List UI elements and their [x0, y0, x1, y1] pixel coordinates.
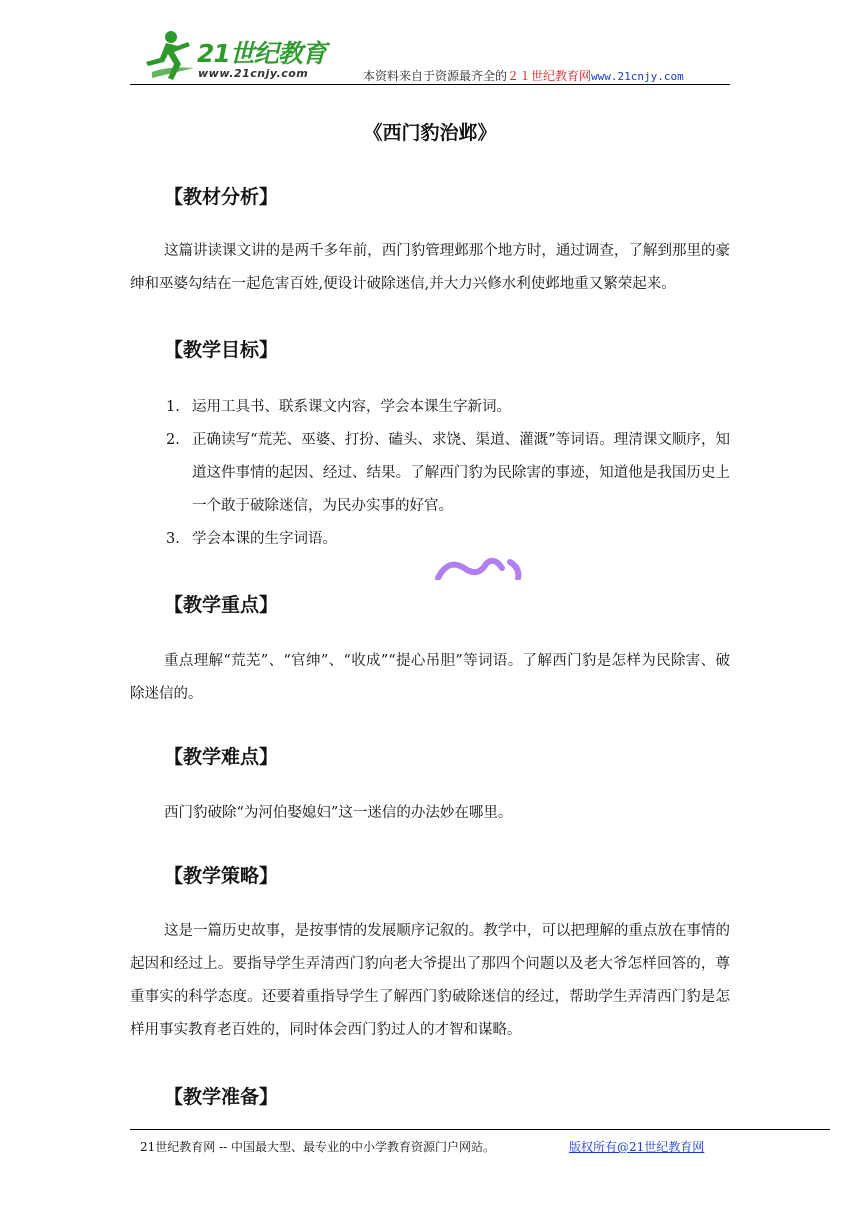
tagline-url-link[interactable]: www.21cnjy.com: [591, 70, 684, 83]
header-divider: [130, 84, 730, 85]
section-paragraph-key-points: 重点理解“荒芜”、“官绅”、“收成”“提心吊胆”等词语。了解西门豹是怎样为民除害、破除迷信的。: [130, 653, 730, 702]
list-text: 正确读写“荒芜、巫婆、打扮、磕头、求饶、渠道、灌溉”等词语。理清课文顺序，知道这件事情的起因、经过、结果。了解西门豹为民除害的事迹，知道他是我国历史上一个敢于破除迷信，为民办实事的好官。: [192, 432, 730, 514]
list-number: 3.: [166, 531, 180, 547]
section-heading-difficulties: 【教学难点】: [164, 746, 279, 768]
footer-divider: [130, 1129, 830, 1130]
running-figure-icon: [138, 28, 198, 84]
tagline-brand-link[interactable]: ２１世纪教育网: [507, 69, 592, 83]
list-number: 2.: [166, 432, 180, 448]
section-heading-strategy: 【教学策略】: [164, 865, 279, 887]
section-heading-analysis: 【教材分析】: [164, 186, 279, 208]
list-text: 学会本课的生字词语。: [192, 531, 337, 547]
page-title: 《西门豹治邺》: [363, 122, 497, 144]
list-item: [130, 391, 730, 424]
header-tagline: [363, 67, 684, 84]
section-paragraph-strategy: 这是一篇历史故事，是按事情的发展顺序记叙的。教学中，可以把理解的重点放在事情的起因和经过上。要指导学生弄清西门豹向老大爷提出了那四个问题以及老大爷怎样回答的，尊重事实的科学态度。还要着重指导学生了解西门豹破除迷信的经过，帮助学生弄清西门豹是怎样用事实教育老百姓的，同时体会西门豹过人的才智和谋略。: [130, 923, 730, 1038]
section-heading-preparation: 【教学准备】: [164, 1086, 279, 1108]
footer-copyright-link[interactable]: 版权所有@21世纪教育网: [569, 1140, 705, 1154]
list-number: 1.: [166, 399, 180, 415]
section-heading-key-points: 【教学重点】: [164, 594, 279, 616]
objectives-list: [130, 391, 730, 556]
section-paragraph-difficulties: 西门豹破除“为河伯娶媳妇”这一迷信的办法妙在哪里。: [164, 805, 513, 821]
list-item: [130, 424, 730, 523]
logo-url: www.21cnjy.com: [198, 67, 309, 80]
list-text: 运用工具书、联系课文内容，学会本课生字新词。: [192, 399, 511, 415]
tagline-prefix: 本资料来自于资源最齐全的: [363, 69, 508, 83]
list-item: [130, 523, 730, 556]
watermark-icon: [434, 556, 526, 580]
logo-wordmark: 21世纪教育: [197, 39, 326, 68]
section-heading-objectives: 【教学目标】: [164, 339, 279, 361]
site-logo: [138, 28, 338, 84]
footer-text: 21世纪教育网 -- 中国最大型、最专业的中小学教育资源门户网站。: [140, 1140, 496, 1154]
section-paragraph-analysis: 这篇讲读课文讲的是两千多年前，西门豹管理邺那个地方时，通过调查，了解到那里的豪绅和巫婆勾结在一起危害百姓,便设计破除迷信,并大力兴修水利使邺地重又繁荣起来。: [130, 243, 730, 292]
